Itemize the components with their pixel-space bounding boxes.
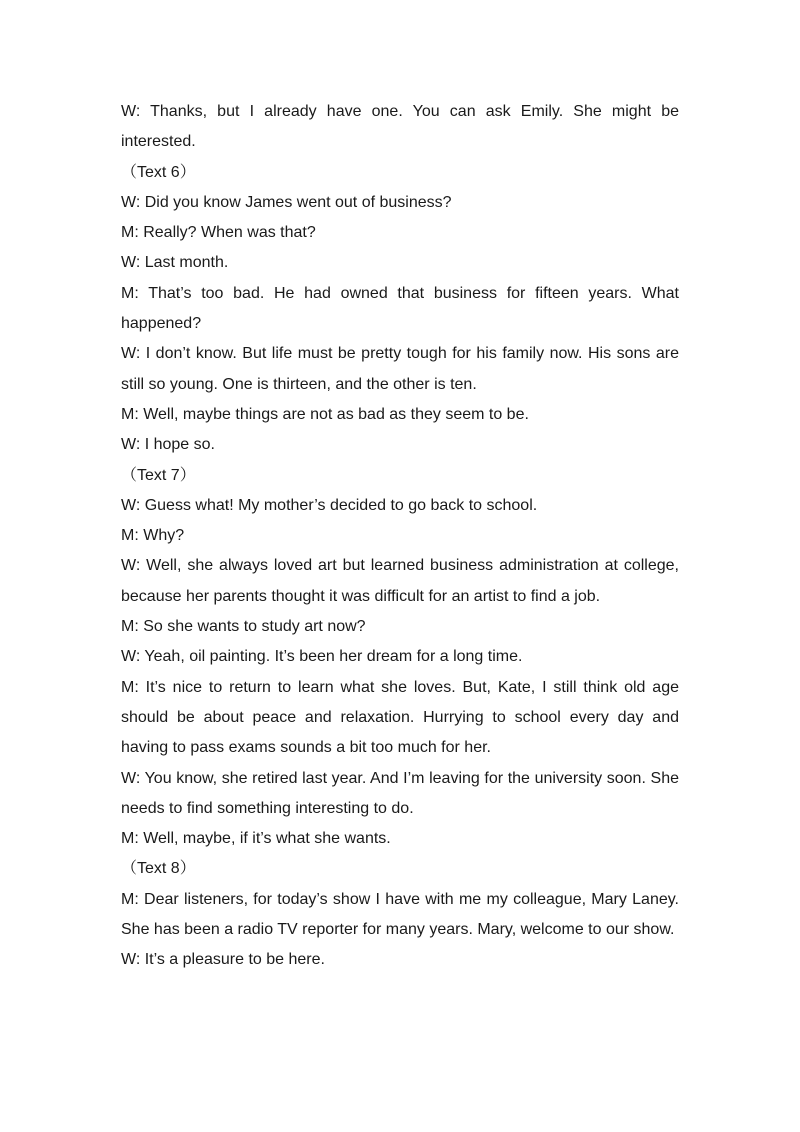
dialogue-line: W: It’s a pleasure to be here. (121, 951, 325, 969)
dialogue-line: W: Well, she always loved art but learned business administration at college, because her parents thought it was difficult for an artist to find a job. (121, 557, 679, 605)
dialogue-line: M: That’s too bad. He had owned that business for fifteen years. What happened? (121, 284, 679, 333)
dialogue-line: M: So she wants to study art now? (121, 618, 366, 636)
dialogue-line: M: Really? When was that? (121, 224, 316, 242)
dialogue-line: M: Well, maybe, if it’s what she wants. (121, 830, 391, 848)
dialogue-line: W: Thanks, but I already have one. You can ask Emily. She might be interested. (121, 103, 679, 151)
dialogue-line: M: Why? (121, 527, 185, 545)
dialogue-line: M: Dear listeners, for today’s show I have with me my colleague, Mary Laney. She has been a radio TV reporter for many years. Mary, welcome to our show. (121, 890, 679, 939)
dialogue-line: W: Last month. (121, 254, 229, 272)
dialogue-line: W: You know, she retired last year. And I’m leaving for the university soon. She needs to find something interesting to do. (121, 769, 679, 817)
dialogue-line: W: I hope so. (121, 436, 215, 454)
dialogue-line: M: Well, maybe things are not as bad as they seem to be. (121, 405, 529, 423)
dialogue-line: W: Yeah, oil painting. It’s been her dream for a long time. (121, 648, 523, 666)
dialogue-line: W: I don’t know. But life must be pretty tough for his family now. His sons are still so young. One is thirteen, and the other is ten. (121, 345, 679, 393)
section-heading-text-7: （Text 7） (121, 466, 196, 484)
section-heading-text-6: （Text 6） (121, 163, 196, 181)
dialogue-line: W: Did you know James went out of business? (121, 193, 452, 211)
dialogue-line: W: Guess what! My mother’s decided to go back to school. (121, 496, 538, 514)
dialogue-line: M: It’s nice to return to learn what she loves. But, Kate, I still think old age should be about peace and relaxation. Hurrying to school every day and having to pass exams sounds a bit too much for her. (121, 678, 679, 757)
section-heading-text-8: （Text 8） (121, 860, 196, 878)
transcript-body (121, 97, 679, 976)
